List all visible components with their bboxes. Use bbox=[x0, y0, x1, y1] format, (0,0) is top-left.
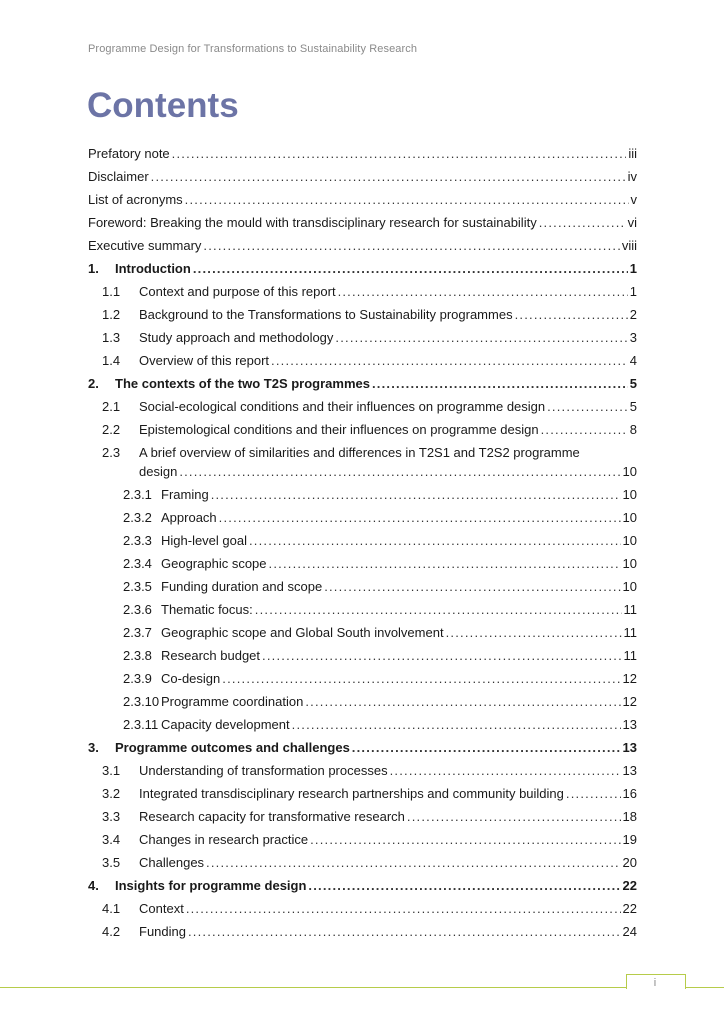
toc-entry-number: 4.2 bbox=[102, 924, 121, 939]
toc-entry-number: 2.3.2 bbox=[123, 510, 152, 525]
toc-entry[interactable] bbox=[88, 146, 637, 169]
toc-entry-label: Funding bbox=[139, 924, 186, 939]
toc-entry-label-continued: design bbox=[139, 464, 178, 479]
dot-leader bbox=[249, 533, 621, 548]
toc-entry[interactable] bbox=[88, 192, 637, 215]
toc-entry-page: 13 bbox=[622, 763, 637, 778]
toc-entry-page: 10 bbox=[622, 464, 637, 479]
toc-entry-page: 11 bbox=[623, 602, 637, 617]
toc-section[interactable] bbox=[88, 284, 637, 307]
toc-entry-page: 19 bbox=[622, 832, 637, 847]
toc-section-continuation[interactable] bbox=[88, 464, 637, 487]
toc-entry-page: 13 bbox=[622, 717, 637, 732]
toc-entry-number: 3.1 bbox=[102, 763, 121, 778]
toc-entry-number: 3.2 bbox=[102, 786, 121, 801]
toc-entry-label: Overview of this report bbox=[139, 353, 270, 368]
toc-chapter[interactable] bbox=[88, 376, 637, 399]
toc-entry-page: iv bbox=[627, 169, 637, 184]
dot-leader bbox=[188, 924, 621, 939]
toc-entry-label: Programme outcomes and challenges bbox=[115, 740, 350, 755]
toc-entry-page: 20 bbox=[622, 855, 637, 870]
toc-entry-label: A brief overview of similarities and differences in T2S1 and T2S2 programme bbox=[139, 445, 580, 460]
toc-section[interactable] bbox=[88, 330, 637, 353]
toc-subsection[interactable] bbox=[88, 648, 637, 671]
toc-entry-label: Research capacity for transformative research bbox=[139, 809, 405, 824]
toc-subsection[interactable] bbox=[88, 510, 637, 533]
toc-section[interactable] bbox=[88, 399, 637, 422]
toc-entry-number: 4. bbox=[88, 878, 99, 893]
toc-entry-label: Executive summary bbox=[88, 238, 202, 253]
toc-entry-number: 1.3 bbox=[102, 330, 121, 345]
dot-leader bbox=[193, 261, 628, 276]
dot-leader bbox=[206, 855, 620, 870]
dot-leader bbox=[211, 487, 621, 502]
toc-entry-label: List of acronyms bbox=[88, 192, 183, 207]
toc-entry-number: 2.3.11 bbox=[123, 717, 159, 732]
toc-section[interactable] bbox=[88, 832, 637, 855]
dot-leader bbox=[262, 648, 621, 663]
toc-entry-label: High-level goal bbox=[161, 533, 247, 548]
toc-entry-number: 2.3.4 bbox=[123, 556, 152, 571]
toc-entry-label: Co-design bbox=[161, 671, 221, 686]
toc-entry-page: 10 bbox=[622, 510, 637, 525]
toc-section[interactable] bbox=[88, 809, 637, 832]
toc-entry-label: Context and purpose of this report bbox=[139, 284, 336, 299]
toc-chapter[interactable] bbox=[88, 878, 637, 901]
dot-leader bbox=[186, 901, 621, 916]
toc-entry-page: 16 bbox=[622, 786, 637, 801]
dot-leader bbox=[338, 284, 628, 299]
dot-leader bbox=[203, 238, 619, 253]
toc-entry-page: 10 bbox=[622, 487, 637, 502]
toc-entry-page: 22 bbox=[622, 878, 637, 893]
running-header: Programme Design for Transformations to Sustainability Research bbox=[88, 43, 418, 55]
toc-entry-page: 12 bbox=[622, 671, 637, 686]
toc-entry-page: 22 bbox=[622, 901, 637, 916]
toc-entry[interactable] bbox=[88, 215, 637, 238]
toc-entry-label: Introduction bbox=[115, 261, 191, 276]
dot-leader bbox=[255, 602, 622, 617]
toc-section[interactable] bbox=[88, 855, 637, 878]
toc-entry-number: 2.3.6 bbox=[123, 602, 152, 617]
toc-entry-number: 4.1 bbox=[102, 901, 121, 916]
toc-entry-page: 10 bbox=[622, 556, 637, 571]
toc-section[interactable] bbox=[88, 786, 637, 809]
toc-entry-page: 5 bbox=[629, 399, 637, 414]
dot-leader bbox=[446, 625, 622, 640]
toc-entry-number: 2.3.3 bbox=[123, 533, 152, 548]
toc-subsection[interactable] bbox=[88, 579, 637, 602]
toc-entry-number: 2.3.8 bbox=[123, 648, 152, 663]
toc-subsection[interactable] bbox=[88, 671, 637, 694]
toc-entry-number: 2. bbox=[88, 376, 99, 391]
dot-leader bbox=[407, 809, 621, 824]
dot-leader bbox=[335, 330, 627, 345]
dot-leader bbox=[305, 694, 620, 709]
toc-entry-page: 8 bbox=[629, 422, 637, 437]
toc-entry-page: 1 bbox=[629, 261, 637, 276]
dot-leader bbox=[539, 215, 626, 230]
toc-subsection[interactable] bbox=[88, 625, 637, 648]
page-title: Contents bbox=[87, 86, 239, 125]
page-number: i bbox=[653, 977, 657, 989]
toc-subsection[interactable] bbox=[88, 602, 637, 625]
dot-leader bbox=[219, 510, 621, 525]
toc-entry-label: Thematic focus: bbox=[161, 602, 253, 617]
toc-entry-page: viii bbox=[621, 238, 637, 253]
toc-entry-page: 10 bbox=[622, 579, 637, 594]
toc-entry-page: iii bbox=[628, 146, 637, 161]
dot-leader bbox=[352, 740, 621, 755]
toc-entry-page: 1 bbox=[629, 284, 637, 299]
dot-leader bbox=[541, 422, 628, 437]
toc-entry-page: 18 bbox=[622, 809, 637, 824]
toc-entry-number: 2.3.1 bbox=[123, 487, 152, 502]
dot-leader bbox=[390, 763, 621, 778]
table-of-contents bbox=[88, 146, 637, 947]
dot-leader bbox=[310, 832, 620, 847]
toc-entry-label: Approach bbox=[161, 510, 217, 525]
toc-entry-label: Programme coordination bbox=[161, 694, 304, 709]
dot-leader bbox=[292, 717, 621, 732]
dot-leader bbox=[324, 579, 620, 594]
toc-entry-label: Geographic scope and Global South involvement bbox=[161, 625, 444, 640]
toc-entry-number: 2.2 bbox=[102, 422, 121, 437]
toc-entry-number: 1. bbox=[88, 261, 99, 276]
toc-entry-number: 2.3 bbox=[102, 445, 121, 460]
toc-entry-page: 10 bbox=[622, 533, 637, 548]
toc-entry-label: Prefatory note bbox=[88, 146, 170, 161]
dot-leader bbox=[179, 464, 620, 479]
toc-subsection[interactable] bbox=[88, 533, 637, 556]
toc-entry-page: 11 bbox=[623, 648, 637, 663]
toc-subsection[interactable] bbox=[88, 694, 637, 717]
toc-entry-page: 3 bbox=[629, 330, 637, 345]
toc-section[interactable] bbox=[88, 901, 637, 924]
toc-entry-number: 2.3.7 bbox=[123, 625, 152, 640]
toc-entry-page: 5 bbox=[629, 376, 637, 391]
toc-entry-number: 1.1 bbox=[102, 284, 121, 299]
toc-section[interactable] bbox=[88, 353, 637, 376]
toc-entry-number: 3.3 bbox=[102, 809, 121, 824]
toc-entry-label: Foreword: Breaking the mould with transdisciplinary research for sustainability bbox=[88, 215, 537, 230]
toc-entry-number: 3.5 bbox=[102, 855, 121, 870]
toc-entry[interactable] bbox=[88, 169, 637, 192]
dot-leader bbox=[185, 192, 629, 207]
toc-entry-label: Disclaimer bbox=[88, 169, 149, 184]
toc-entry-label: Funding duration and scope bbox=[161, 579, 323, 594]
dot-leader bbox=[566, 786, 621, 801]
toc-entry-page: 13 bbox=[622, 740, 637, 755]
toc-subsection[interactable] bbox=[88, 717, 637, 740]
toc-entry-label: Capacity development bbox=[161, 717, 290, 732]
toc-chapter[interactable] bbox=[88, 740, 637, 763]
toc-entry-page: 11 bbox=[623, 625, 637, 640]
dot-leader bbox=[271, 353, 628, 368]
dot-leader bbox=[547, 399, 628, 414]
toc-entry-label: Geographic scope bbox=[161, 556, 267, 571]
dot-leader bbox=[308, 878, 620, 893]
toc-entry-label: Challenges bbox=[139, 855, 205, 870]
toc-section[interactable] bbox=[88, 924, 637, 947]
toc-subsection[interactable] bbox=[88, 487, 637, 510]
toc-entry-number: 2.3.10 bbox=[123, 694, 160, 709]
dot-leader bbox=[222, 671, 620, 686]
dot-leader bbox=[372, 376, 628, 391]
toc-entry-page: 24 bbox=[622, 924, 637, 939]
toc-entry-page: vi bbox=[627, 215, 637, 230]
toc-entry-page: 4 bbox=[629, 353, 637, 368]
toc-entry-label: Social-ecological conditions and their influences on programme design bbox=[139, 399, 546, 414]
toc-entry-label: Context bbox=[139, 901, 184, 916]
toc-entry-page: 12 bbox=[622, 694, 637, 709]
toc-entry-number: 1.2 bbox=[102, 307, 121, 322]
toc-entry-label: Changes in research practice bbox=[139, 832, 309, 847]
toc-chapter[interactable] bbox=[88, 261, 637, 284]
toc-entry[interactable] bbox=[88, 238, 637, 261]
toc-entry-label: Background to the Transformations to Sustainability programmes bbox=[139, 307, 513, 322]
dot-leader bbox=[515, 307, 628, 322]
toc-entry-label: Epistemological conditions and their influences on programme design bbox=[139, 422, 539, 437]
toc-entry-label: The contexts of the two T2S programmes bbox=[115, 376, 370, 391]
dot-leader bbox=[269, 556, 621, 571]
toc-entry-label: Understanding of transformation processes bbox=[139, 763, 388, 778]
toc-entry-label: Integrated transdisciplinary research partnerships and community building bbox=[139, 786, 564, 801]
toc-entry-number: 2.1 bbox=[102, 399, 121, 414]
toc-section[interactable] bbox=[88, 445, 637, 464]
dot-leader bbox=[172, 146, 627, 161]
toc-entry-number: 1.4 bbox=[102, 353, 121, 368]
toc-entry-number: 2.3.5 bbox=[123, 579, 152, 594]
toc-section[interactable] bbox=[88, 763, 637, 786]
toc-entry-number: 3. bbox=[88, 740, 99, 755]
toc-entry-page: 2 bbox=[629, 307, 637, 322]
toc-section[interactable] bbox=[88, 307, 637, 330]
toc-entry-number: 2.3.9 bbox=[123, 671, 152, 686]
toc-entry-label: Research budget bbox=[161, 648, 261, 663]
dot-leader bbox=[151, 169, 626, 184]
toc-entry-page: v bbox=[630, 192, 637, 207]
toc-subsection[interactable] bbox=[88, 556, 637, 579]
toc-section[interactable] bbox=[88, 422, 637, 445]
footer-rule bbox=[0, 987, 724, 988]
toc-entry-label: Study approach and methodology bbox=[139, 330, 334, 345]
toc-entry-label: Insights for programme design bbox=[115, 878, 307, 893]
toc-entry-label: Framing bbox=[161, 487, 209, 502]
toc-entry-number: 3.4 bbox=[102, 832, 121, 847]
